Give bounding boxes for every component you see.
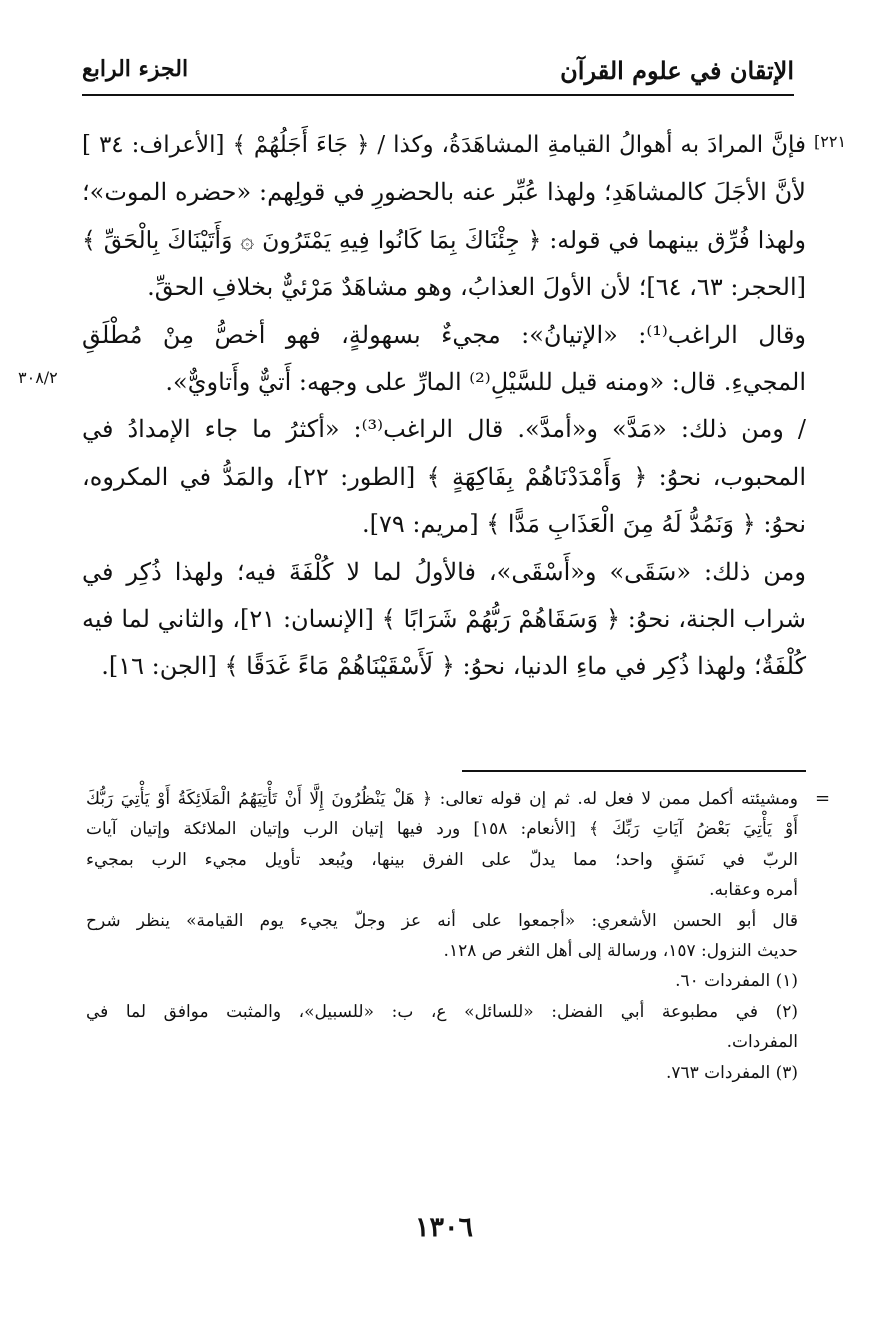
page-number: ١٣٠٦ — [414, 1212, 473, 1243]
footnote-1: (١) المفردات ٦٠. — [675, 971, 798, 992]
text-line-2: لأنَّ الأجَلَ كالمشاهَدِ؛ ولهذا عُبِّر عنه بالحضورِ في قولِهم: «حضره الموت»؛ — [82, 178, 806, 207]
text-line-5: وقال الراغب⁽¹⁾: «الإتيانُ»: مجيءٌ بسهولةٍ، فهو أخصُّ مِنْ مُطْلَقِ — [82, 320, 807, 349]
footnote-line-6: حديث النزول: ١٥٧، ورسالة إلى أهل الثغر ص ١٢٨. — [443, 940, 798, 961]
text-line-10: ومن ذلك: «سَقَى» و«أَسْقَى»، فالأولُ لما لا كُلْفَةَ فيه؛ ولهذا ذُكِر في — [82, 557, 806, 586]
footnote-continuation-mark: = — [815, 788, 831, 809]
footnote-line-2: أَوْ يَأْتِيَ بَعْضُ آيَاتِ رَبِّكَ ﴾ [الأنعام: ١٥٨] ورد فيها إتيان الرب وإتيان الملائكة وإتيان آيات — [86, 819, 798, 840]
footnote-line-5: قال أبو الحسن الأشعري: «أجمعوا على أنه عز وجلّ يجيء يوم القيامة» ينظر شرح — [86, 910, 798, 931]
text-line-8: المحبوب، نحوُ: ﴿ وَأَمْدَدْنَاهُمْ بِفَاكِهَةٍ ﴾ [الطور: ٢٢]، والمَدُّ في المكروه، — [82, 462, 807, 491]
footnote-3: (٣) المفردات ٧٦٣. — [665, 1062, 798, 1083]
footnote-line-4: أمره وعقابه. — [709, 880, 798, 901]
footnote-2: (٢) في مطبوعة أبي الفضل: «للسائل» ع، ب: «للسبيل»، والمثبت موافق لما في — [86, 1001, 798, 1022]
main-text — [82, 122, 806, 691]
text-line-7: / ومن ذلك: «مَدَّ» و«أمدَّ». قال الراغب⁽³⁾: «أكثرُ ما جاء الإمدادُ في — [82, 415, 806, 444]
footnote-line-3: الربّ في نَسَقٍ واحد؛ مما يدلّ على الفرق بينها، ويُبعد تأويل مجيء الرب بمجيء — [86, 849, 798, 870]
running-header — [82, 52, 794, 96]
text-line-3: ولهذا فُرِّق بينهما في قوله: ﴿ جِئْنَاكَ بِمَا كَانُوا فِيهِ يَمْتَرُونَ ۞ وَأَتَيْنَاكَ بِالْحَقِّ ﴾ — [82, 225, 806, 254]
margin-ref-308-2: ٣٠٨/٢ — [18, 368, 58, 387]
text-line-9: نحوُ: ﴿ وَنَمُدُّ لَهُ مِنَ الْعَذَابِ مَدًّا ﴾ [مريم: ٧٩]. — [361, 510, 806, 539]
part-label: الجزء الرابع — [82, 56, 189, 82]
footnote-2-continued: المفردات. — [726, 1032, 798, 1053]
text-line-6: المجيءِ. قال: «ومنه قيل للسَّيْلِ⁽²⁾ المارِّ على وجهه: أَتيٌّ وأَتاويٌّ». — [165, 367, 806, 396]
margin-ref-221: [٢٢١ — [814, 132, 847, 151]
footnote-line-1: ومشيئته أكمل ممن لا فعل له. ثم إن قوله تعالى: ﴿ هَلْ يَنْظُرُونَ إِلَّا أَنْ تَأْتِيَهُمُ الْمَلَائِكَةُ أَوْ يَأْتِيَ رَبُّكَ — [86, 789, 798, 809]
text-line-4: [الحجر: ٦٣، ٦٤]؛ لأن الأولَ العذابُ، وهو مشاهَدٌ مَرْئيٌّ بخلافِ الحقِّ. — [147, 273, 806, 302]
footnote-separator — [462, 770, 806, 772]
text-line-1: فإنَّ المرادَ به أهوالُ القيامةِ المشاهَدَةُ، وكذا / ﴿ جَاءَ أَجَلُهُمْ ﴾ [الأعراف: ٣٤ ] — [82, 132, 806, 158]
text-line-11: شراب الجنة، نحوُ: ﴿ وَسَقَاهُمْ رَبُّهُمْ شَرَابًا ﴾ [الإنسان: ٢١]، والثاني لما فيه — [82, 604, 806, 633]
book-title: الإتقان في علوم القرآن — [560, 56, 794, 85]
footnotes — [86, 784, 798, 1088]
text-line-12: كُلْفَةٌ؛ ولهذا ذُكِر في ماءِ الدنيا، نحوُ: ﴿ لَأَسْقَيْنَاهُمْ مَاءً غَدَقًا ﴾ [الجن: ١٦]. — [101, 652, 806, 681]
